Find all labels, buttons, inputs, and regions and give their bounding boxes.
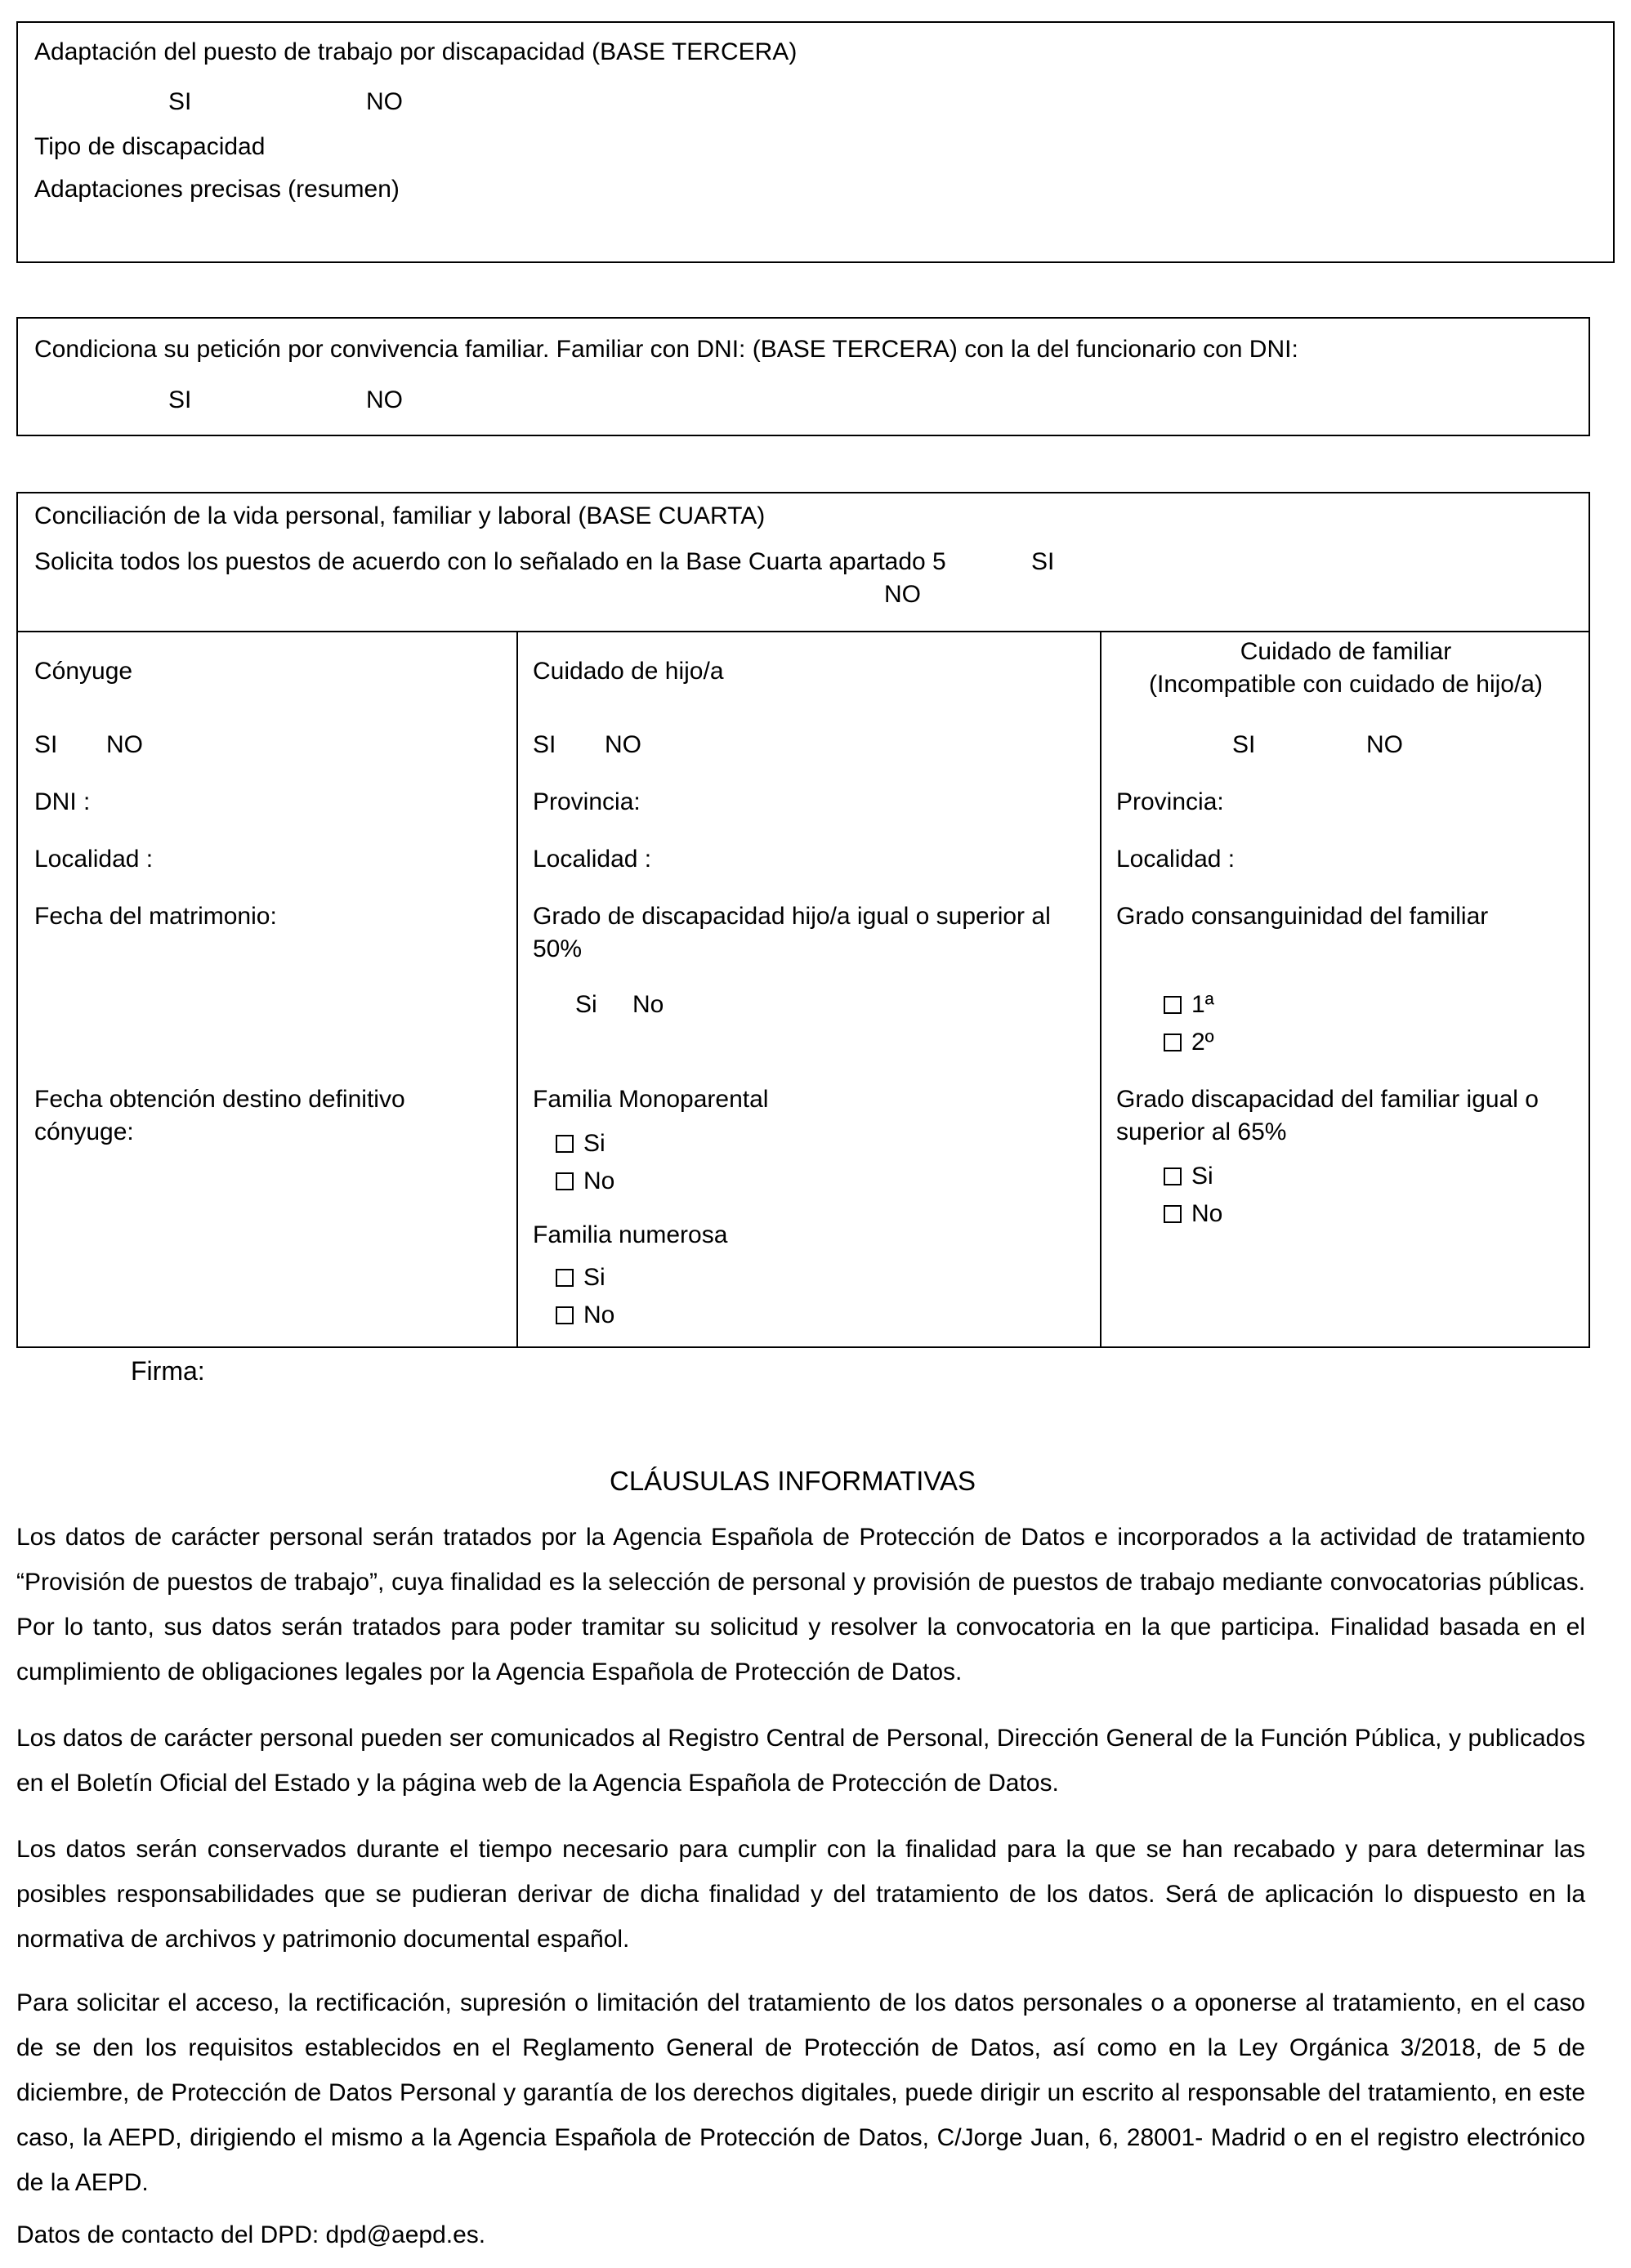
adaptacion-si-label: SI <box>168 88 192 115</box>
checkbox-icon[interactable] <box>556 1135 574 1153</box>
checkbox-icon[interactable] <box>556 1172 574 1190</box>
familiar-si-label: SI <box>1232 731 1256 758</box>
convivencia-no-label: NO <box>366 386 403 413</box>
solicita-todos-label: Solicita todos los puestos de acuerdo con lo señalado en la Base Cuarta apartado 5 <box>34 548 946 575</box>
convivencia-si-label: SI <box>168 386 192 413</box>
familiar-header <box>1101 636 1590 701</box>
familiar-disc-si-option[interactable]: Si <box>1164 1160 1213 1192</box>
clausula-paragraph-1: Los datos de carácter personal serán tratados por la Agencia Española de Protección de Datos e incorporados a la actividad de tratamiento “Provisión de puestos de trabajo”, cuya finalidad es la selección de personal y provisión de puestos de trabajo mediante convocatorias públicas. Por lo tanto, sus datos serán tratados para poder tramitar su solicitud y resolver la convocatoria en la que participa. Finalidad basada en el cumplimiento de obligaciones legales por la Agencia Española de Protección de Datos. <box>16 1524 1585 1685</box>
familiar-grado-1-option[interactable]: 1ª <box>1164 989 1214 1020</box>
conyuge-si-label: SI <box>34 731 58 758</box>
conyuge-no-label: NO <box>106 731 143 758</box>
hijo-mono-si-option[interactable]: Si <box>556 1127 605 1159</box>
familiar-header-line1: Cuidado de familiar <box>1240 638 1452 665</box>
hijo-header: Cuidado de hijo/a <box>533 658 724 685</box>
hijo-provincia-label: Provincia: <box>533 788 641 815</box>
conyuge-fecha-destino-label: Fecha obtención destino definitivo cónyuge: <box>34 1086 405 1145</box>
section-convivencia <box>16 317 1590 436</box>
column-divider-2 <box>1100 631 1101 1346</box>
hijo-localidad-label: Localidad : <box>533 846 652 873</box>
hijo-grado-no-label: No <box>632 991 664 1018</box>
convivencia-title: Condiciona su petición por convivencia familiar. Familiar con DNI: (BASE TERCERA) con la del funcionario con DNI: <box>34 336 1298 363</box>
conyuge-fecha-matrimonio-label: Fecha del matrimonio: <box>34 903 277 930</box>
adaptacion-title: Adaptación del puesto de trabajo por discapacidad (BASE TERCERA) <box>34 38 798 65</box>
clausula-paragraph-3: Los datos serán conservados durante el tiempo necesario para cumplir con la finalidad para la que se han recabado y para determinar las posibles responsabilidades que se pudieran derivar de dicha finalidad y del tratamiento de los datos. Será de aplicación lo dispuesto en la normativa de archivos y patrimonio documental español. <box>16 1836 1585 1953</box>
solicita-no-label: NO <box>884 581 921 608</box>
checkbox-icon[interactable] <box>1164 1167 1182 1185</box>
hijo-num-si-option[interactable]: Si <box>556 1261 605 1293</box>
familiar-grado-2-option[interactable]: 2º <box>1164 1026 1214 1058</box>
firma-label: Firma: <box>131 1356 205 1386</box>
checkbox-icon[interactable] <box>556 1306 574 1324</box>
clausulas-heading: CLÁUSULAS INFORMATIVAS <box>609 1466 976 1496</box>
clausula-paragraph-2: Los datos de carácter personal pueden ser comunicados al Registro Central de Personal, Dirección General de la Función Pública, y publicados en el Boletín Oficial del Estado y la página web de la Agencia Española de Protección de Datos. <box>16 1725 1585 1797</box>
tipo-discapacidad-label: Tipo de discapacidad <box>34 133 266 160</box>
familiar-header-line2: (Incompatible con cuidado de hijo/a) <box>1149 671 1543 698</box>
familiar-discapacidad-label: Grado discapacidad del familiar igual o superior al 65% <box>1116 1086 1539 1145</box>
conyuge-dni-label: DNI : <box>34 788 91 815</box>
conyuge-header: Cónyuge <box>34 658 133 685</box>
section-conciliacion <box>16 492 1590 1348</box>
conyuge-localidad-label: Localidad : <box>34 846 154 873</box>
hijo-numerosa-label: Familia numerosa <box>533 1221 728 1248</box>
column-divider-1 <box>516 631 518 1346</box>
familiar-localidad-label: Localidad : <box>1116 846 1236 873</box>
hijo-no-label: NO <box>605 731 641 758</box>
familiar-consanguinidad-label: Grado consanguinidad del familiar <box>1116 903 1489 930</box>
hijo-mono-no-option[interactable]: No <box>556 1165 614 1197</box>
clausula-paragraph-4: Para solicitar el acceso, la rectificación, supresión o limitación del tratamiento de los datos personales o a oponerse al tratamiento, en el caso de se den los requisitos establecidos en el Reglamento General de Protección de Datos, así como en la Ley Orgánica 3/2018, de 5 de diciembre, de Protección de Datos Personal y garantía de los derechos digitales, puede dirigir un escrito al responsable del tratamiento, en este caso, la AEPD, dirigiendo el mismo a la Agencia Española de Protección de Datos, C/Jorge Juan, 6, 28001- Madrid o en el registro electrónico de la AEPD. <box>16 1989 1585 2196</box>
checkbox-icon[interactable] <box>1164 1034 1182 1051</box>
clausula-paragraph-5: Datos de contacto del DPD: dpd@aepd.es. <box>16 2221 486 2248</box>
adaptacion-no-label: NO <box>366 88 403 115</box>
hijo-grado-si-label: Si <box>575 991 597 1018</box>
conciliacion-title: Conciliación de la vida personal, familiar y laboral (BASE CUARTA) <box>34 502 766 529</box>
hijo-si-label: SI <box>533 731 556 758</box>
familiar-no-label: NO <box>1366 731 1403 758</box>
checkbox-icon[interactable] <box>1164 996 1182 1014</box>
section-adaptacion <box>16 21 1615 263</box>
hijo-num-no-option[interactable]: No <box>556 1299 614 1331</box>
hijo-grado-label: Grado de discapacidad hijo/a igual o superior al 50% <box>533 903 1051 962</box>
checkbox-icon[interactable] <box>1164 1205 1182 1223</box>
adaptaciones-label: Adaptaciones precisas (resumen) <box>34 176 400 203</box>
familiar-provincia-label: Provincia: <box>1116 788 1224 815</box>
hijo-monoparental-label: Familia Monoparental <box>533 1086 769 1113</box>
conciliacion-divider <box>18 631 1589 632</box>
familiar-disc-no-option[interactable]: No <box>1164 1198 1222 1230</box>
solicita-si-label: SI <box>1031 548 1055 575</box>
checkbox-icon[interactable] <box>556 1269 574 1287</box>
